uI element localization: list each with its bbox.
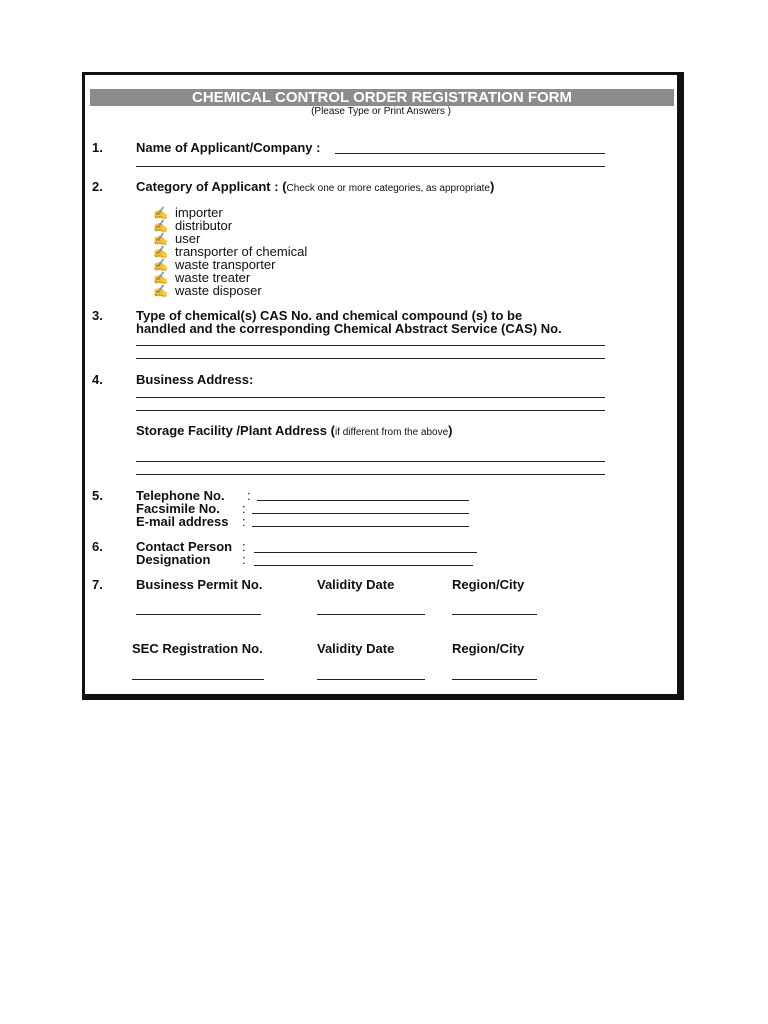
validity-date-field-1[interactable]: [317, 614, 425, 615]
item-number-2: 2.: [92, 179, 103, 194]
facsimile-label: Facsimile No.: [136, 501, 220, 516]
item-number-5: 5.: [92, 488, 103, 503]
storage-address-field-1[interactable]: [136, 461, 605, 462]
business-address-field-2[interactable]: [136, 410, 605, 411]
applicant-name-field-2[interactable]: [136, 166, 605, 167]
telephone-field[interactable]: [257, 500, 469, 501]
category-waste-treater[interactable]: ✍ waste treater: [153, 270, 251, 285]
validity-date-field-2[interactable]: [317, 679, 425, 680]
item-number-4: 4.: [92, 372, 103, 387]
contact-person-field[interactable]: [254, 552, 477, 553]
telephone-label: Telephone No.: [136, 488, 225, 503]
designation-field[interactable]: [254, 565, 473, 566]
registration-form: [82, 72, 684, 700]
pen-check-icon: ✍: [153, 205, 168, 220]
contact-person-label: Contact Person: [136, 539, 233, 554]
business-permit-field[interactable]: [136, 614, 261, 615]
sec-registration-label: SEC Registration No.: [132, 641, 263, 656]
region-city-field-2[interactable]: [452, 679, 537, 680]
storage-address-field-2[interactable]: [136, 474, 605, 475]
category-label: Category of Applicant : (Check one or more categories, as appropriate): [136, 179, 495, 194]
chemical-type-field-2[interactable]: [136, 358, 605, 359]
pen-check-icon: ✍: [153, 231, 168, 246]
email-field[interactable]: [252, 526, 469, 527]
pen-check-icon: ✍: [153, 257, 168, 272]
business-address-label: Business Address:: [136, 372, 254, 387]
storage-address-label: Storage Facility /Plant Address (if different from the above): [136, 423, 453, 438]
category-importer[interactable]: ✍ importer: [153, 205, 223, 220]
category-transporter-of-chemical[interactable]: ✍ transporter of chemical: [153, 244, 308, 259]
form-title: CHEMICAL CONTROL ORDER REGISTRATION FORM: [90, 89, 674, 106]
region-city-field-1[interactable]: [452, 614, 537, 615]
pen-check-icon: ✍: [153, 218, 168, 233]
facsimile-colon: :: [242, 501, 246, 516]
telephone-colon: :: [247, 488, 251, 503]
category-waste-transporter[interactable]: ✍ waste transporter: [153, 257, 276, 272]
region-city-label-1: Region/City: [452, 577, 525, 592]
region-city-label-2: Region/City: [452, 641, 525, 656]
pen-check-icon: ✍: [153, 270, 168, 285]
chemical-type-label-line2: handled and the corresponding Chemical Abstract Service (CAS) No.: [136, 321, 562, 336]
item-number-1: 1.: [92, 140, 103, 155]
chemical-type-field-1[interactable]: [136, 345, 605, 346]
form-subtitle: (Please Type or Print Answers ): [311, 106, 451, 117]
chemical-type-label-line1: Type of chemical(s) CAS No. and chemical compound (s) to be: [136, 308, 523, 323]
category-waste-disposer[interactable]: ✍ waste disposer: [153, 283, 262, 298]
category-user[interactable]: ✍ user: [153, 231, 201, 246]
validity-date-label-1: Validity Date: [317, 577, 395, 592]
business-permit-label: Business Permit No.: [136, 577, 263, 592]
applicant-name-field-1[interactable]: [335, 153, 605, 154]
validity-date-label-2: Validity Date: [317, 641, 395, 656]
item-number-6: 6.: [92, 539, 103, 554]
item-number-7: 7.: [92, 577, 103, 592]
item-number-3: 3.: [92, 308, 103, 323]
sec-registration-field[interactable]: [132, 679, 264, 680]
email-colon: :: [242, 514, 246, 529]
designation-colon: :: [242, 552, 246, 567]
contact-person-colon: :: [242, 539, 246, 554]
applicant-name-label: Name of Applicant/Company :: [136, 140, 321, 155]
email-label: E-mail address: [136, 514, 229, 529]
category-distributor[interactable]: ✍ distributor: [153, 218, 233, 233]
pen-check-icon: ✍: [153, 283, 168, 298]
pen-check-icon: ✍: [153, 244, 168, 259]
business-address-field-1[interactable]: [136, 397, 605, 398]
designation-label: Designation: [136, 552, 211, 567]
facsimile-field[interactable]: [252, 513, 469, 514]
